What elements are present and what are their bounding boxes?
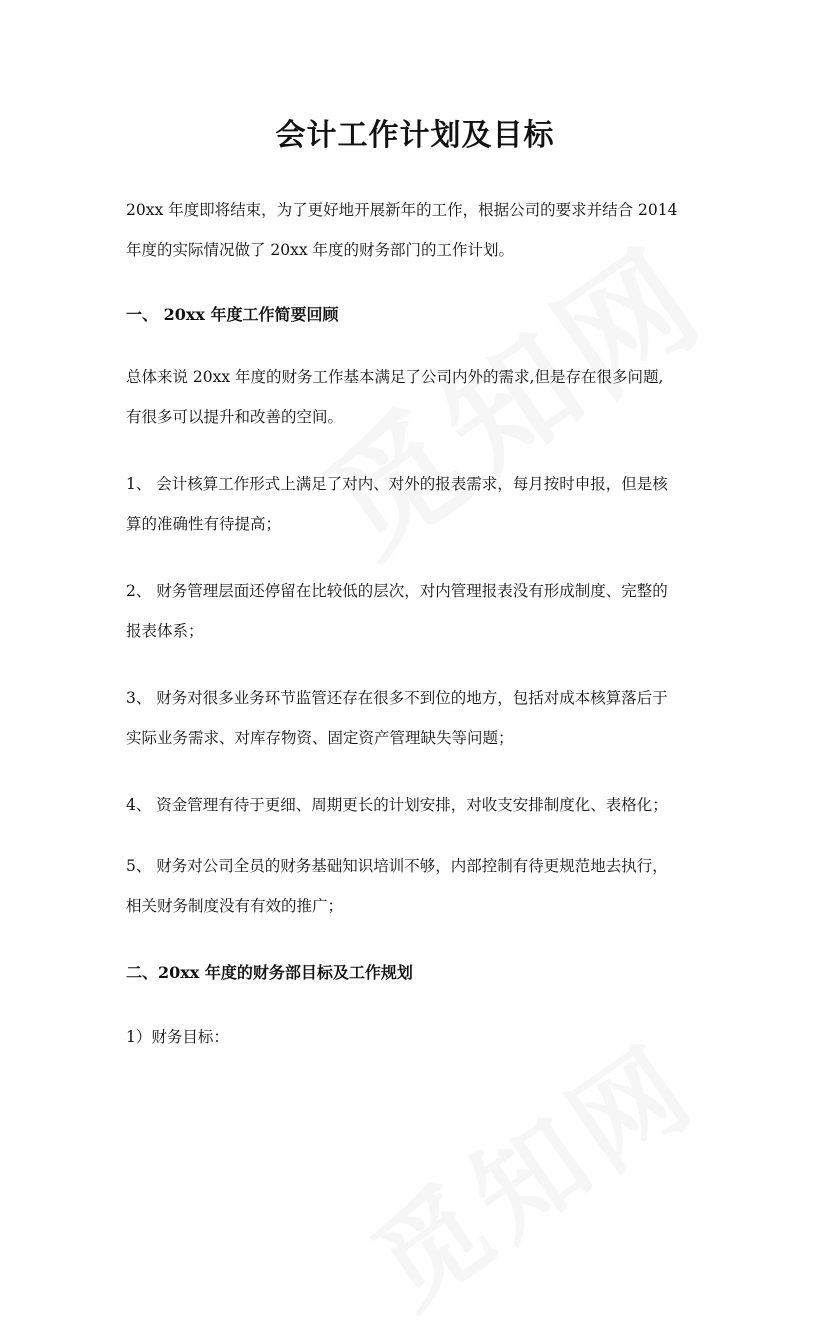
list-item-line: 报表体系； xyxy=(126,622,204,640)
section-heading-review: 一、 20xx 年度工作简要回顾 xyxy=(126,305,339,324)
list-item-line: 相关财务制度没有有效的推广； xyxy=(126,897,344,915)
list-item-line: 4、 资金管理有待于更细、周期更长的计划安排，对收支安排制度化、表格化； xyxy=(126,796,668,814)
list-item xyxy=(126,678,716,758)
list-item-line: 5、 财务对公司全员的财务基础知识培训不够，内部控制有待更规范地去执行， xyxy=(126,857,668,875)
list-item-line: 1、 会计核算工作形式上满足了对内、对外的报表需求，每月按时申报，但是核 xyxy=(126,475,668,493)
summary-paragraph xyxy=(126,357,716,437)
list-item-line: 2、 财务管理层面还停留在比较低的层次，对内管理报表没有形成制度、完整的 xyxy=(126,582,668,600)
subsection-line: 1）财务目标： xyxy=(126,1028,229,1046)
document-title: 会计工作计划及目标 xyxy=(275,118,555,153)
list-item-line: 算的准确性有待提高； xyxy=(126,515,282,533)
summary-line: 总体来说 20xx 年度的财务工作基本满足了公司内外的需求,但是存在很多问题, xyxy=(126,368,664,386)
list-item-line: 3、 财务对很多业务环节监管还存在很多不到位的地方，包括对成本核算落后于 xyxy=(126,689,668,707)
intro-paragraph xyxy=(126,190,716,270)
list-item xyxy=(126,571,716,651)
subsection-heading xyxy=(126,1017,716,1057)
list-item-line: 实际业务需求、对库存物资、固定资产管理缺失等问题； xyxy=(126,729,514,747)
list-item xyxy=(126,785,716,825)
section-heading-goals: 二、20xx 年度的财务部目标及工作规划 xyxy=(126,963,413,982)
intro-line: 年度的实际情况做了 20xx 年度的财务部门的工作计划。 xyxy=(126,241,515,259)
list-item xyxy=(126,464,716,544)
intro-line: 20xx 年度即将结束，为了更好地开展新年的工作，根据公司的要求并结合 2014 xyxy=(126,201,678,219)
summary-line: 有很多可以提升和改善的空间。 xyxy=(126,408,344,426)
list-item xyxy=(126,846,716,926)
